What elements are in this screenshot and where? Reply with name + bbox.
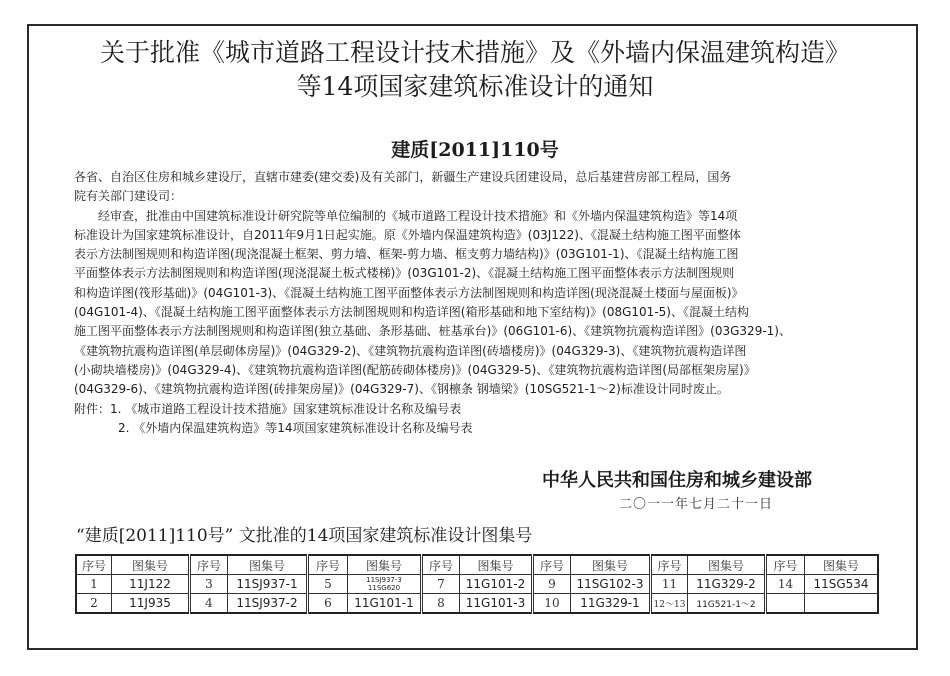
code-cell — [805, 594, 879, 614]
header-code: 图集号 — [112, 555, 190, 575]
seq-cell: 1 — [76, 575, 112, 594]
table-row — [76, 594, 878, 614]
header-seq: 序号 — [190, 555, 228, 575]
notice-body — [74, 168, 884, 438]
seq-cell: 2 — [76, 594, 112, 614]
body-line: 表示方法制图规则和构造详图(现浇混凝土框架、剪力墙、框架-剪力墙、框支剪力墙结构)》(03G101-1)、《混凝土结构施工图 — [74, 247, 739, 262]
header-seq: 序号 — [766, 555, 805, 575]
body-line: 平面整体表示方法制图规则和构造详图(现浇混凝土板式楼梯)》(03G101-2)、《混凝土结构施工图平面整体表示方法制图规则 — [74, 266, 735, 281]
issuer-signature: 中华人民共和国住房和城乡建设部 — [542, 470, 812, 491]
header-code: 图集号 — [805, 555, 879, 575]
header-seq: 序号 — [76, 555, 112, 575]
code-cell: 11G101-3 — [460, 594, 533, 614]
body-line: (04G329-6)、《建筑物抗震构造详图(砖排架房屋)》(04G329-7)、《钢檩条 钢墙梁》(10SG521-1～2)标准设计同时废止。 — [74, 382, 729, 397]
code-line2: 11SG620 — [367, 584, 401, 592]
seq-cell: 4 — [190, 594, 228, 614]
seq-cell: 6 — [308, 594, 348, 614]
seq-cell: 10 — [533, 594, 571, 614]
atlas-table — [75, 554, 879, 614]
body-line: 经审查，批准由中国建筑标准设计研究院等单位编制的《城市道路工程设计技术措施》和《外墙内保温建筑构造》等14项 — [98, 208, 738, 223]
code-cell: 11G329-2 — [688, 575, 766, 594]
code-cell: 11G329-1 — [571, 594, 651, 614]
code-cell: 11SG102-3 — [571, 575, 651, 594]
issue-date: 二〇一一年七月二十一日 — [619, 497, 774, 512]
body-line: 标准设计为国家建筑标准设计，自2011年9月1日起实施。原《外墙内保温建筑构造》(03J122)、《混凝土结构施工图平面整体 — [74, 227, 741, 242]
header-code: 图集号 — [571, 555, 651, 575]
attachment-2: 2. 《外墙内保温建筑构造》等14项国家建筑标准设计名称及编号表 — [118, 420, 473, 435]
header-seq: 序号 — [308, 555, 348, 575]
attachment-1: 附件：1. 《城市道路工程设计技术措施》国家建筑标准设计名称及编号表 — [74, 401, 462, 416]
body-line: 施工图平面整体表示方法制图规则和构造详图(独立基础、条形基础、桩基承台)》(06G101-6)、《建筑物抗震构造详图》(03G329-1)、 — [74, 324, 791, 339]
addressee-line: 各省、自治区住房和城乡建设厅，直辖市建委(建交委)及有关部门，新疆生产建设兵团建设局，总后基建营房部工程局，国务 — [74, 170, 732, 184]
code-cell: 11J122 — [112, 575, 190, 594]
code-cell: 11G101-2 — [460, 575, 533, 594]
seq-cell: 7 — [422, 575, 460, 594]
addressee-line: 院有关部门建设司： — [74, 189, 183, 204]
notice-title-line1: 关于批准《城市道路工程设计技术措施》及《外墙内保温建筑构造》 — [99, 38, 850, 67]
header-code: 图集号 — [688, 555, 766, 575]
seq-cell — [766, 594, 805, 614]
header-code: 图集号 — [228, 555, 308, 575]
code-cell: 11SG534 — [805, 575, 879, 594]
notice-title-line2: 等14项国家建筑标准设计的通知 — [296, 72, 654, 101]
seq-cell: 3 — [190, 575, 228, 594]
seq-cell: 14 — [766, 575, 805, 594]
table-header-row — [76, 555, 878, 575]
body-line: (小砌块墙楼房)》(04G329-4)、《建筑物抗震构造详图(配筋砖砌体楼房)》(04G329-5)、《建筑物抗震构造详图(局部框架房屋)》 — [74, 362, 756, 377]
header-code: 图集号 — [460, 555, 533, 575]
table-row — [76, 575, 878, 594]
code-cell: 11SJ937-2 — [228, 594, 308, 614]
code-line1: 11SJ937-3 — [366, 576, 402, 584]
atlas-table-title: “建质[2011]110号” 文批准的14项国家建筑标准设计图集号 — [76, 526, 533, 546]
seq-cell: 5 — [308, 575, 348, 594]
code-cell: 11G101-1 — [348, 594, 422, 614]
body-line: (04G101-4)、《混凝土结构施工图平面整体表示方法制图规则和构造详图(箱形基础和地下室结构)》(08G101-5)、《混凝土结构 — [74, 305, 749, 320]
seq-cell: 9 — [533, 575, 571, 594]
code-cell: 11SJ937-1 — [228, 575, 308, 594]
body-line: 《建筑物抗震构造详图(单层砌体房屋)》(04G329-2)、《建筑物抗震构造详图(砖墙楼房)》(04G329-3)、《建筑物抗震构造详图 — [74, 343, 747, 358]
body-line: 和构造详图(筏形基础)》(04G101-3)、《混凝土结构施工图平面整体表示方法制图规则和构造详图(现浇混凝土楼面与屋面板)》 — [74, 285, 744, 300]
header-code: 图集号 — [348, 555, 422, 575]
header-seq: 序号 — [422, 555, 460, 575]
seq-cell: 12～13 — [651, 594, 688, 614]
header-seq: 序号 — [533, 555, 571, 575]
document-number: 建质[2011]110号 — [391, 139, 559, 161]
code-cell: 11J935 — [112, 594, 190, 614]
code-cell: 11G521-1～2 — [688, 594, 766, 614]
code-cell-stacked — [348, 575, 422, 594]
seq-cell: 11 — [651, 575, 688, 594]
seq-cell: 8 — [422, 594, 460, 614]
header-seq: 序号 — [651, 555, 688, 575]
